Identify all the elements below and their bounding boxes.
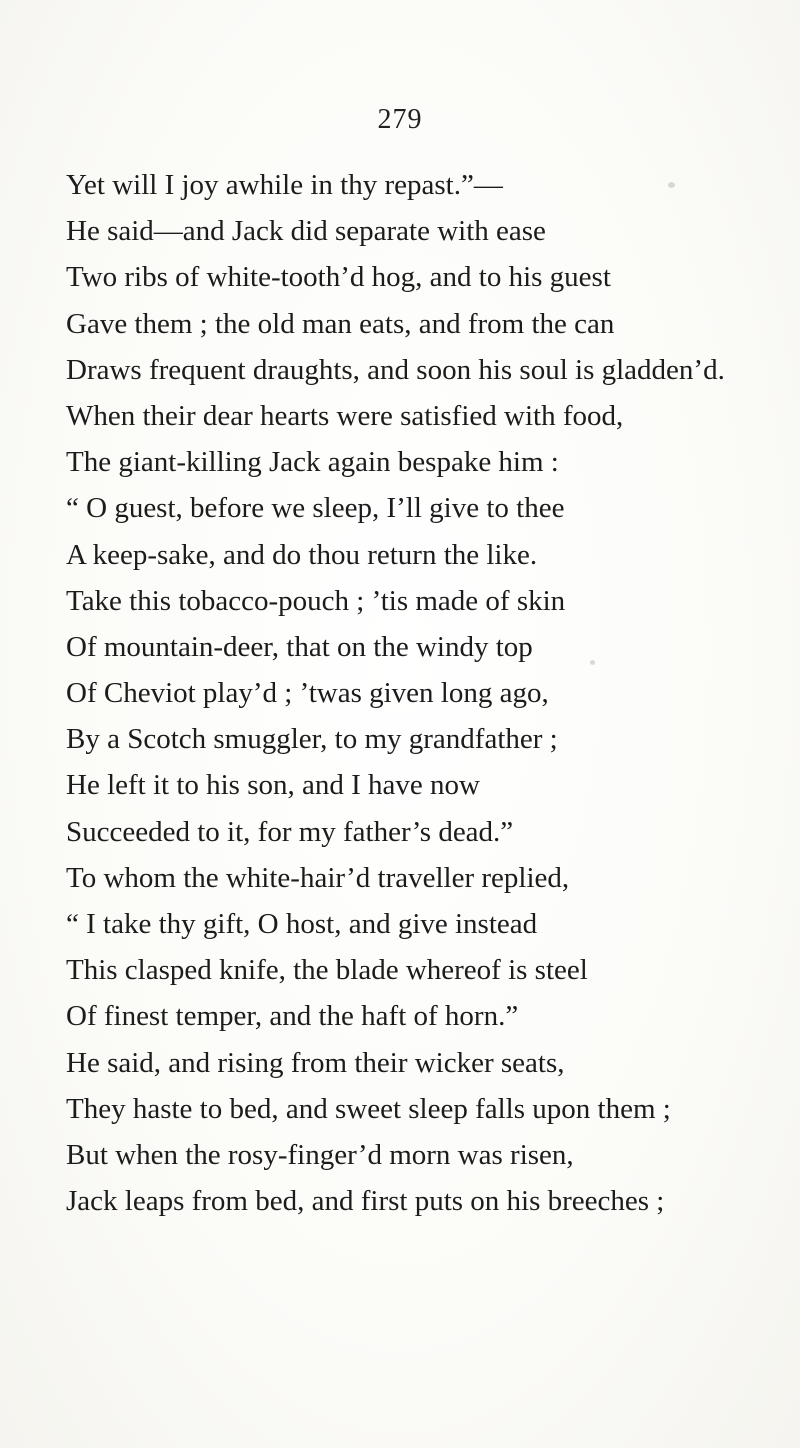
poem-line: This clasped knife, the blade whereof is steel (66, 954, 588, 987)
poem-line: Jack leaps from bed, and first puts on his breeches ; (66, 1185, 665, 1218)
poem-line: They haste to bed, and sweet sleep falls upon them ; (66, 1092, 671, 1125)
poem-line: The giant-killing Jack again bespake him : (66, 446, 559, 479)
poem-line: He left it to his son, and I have now (66, 769, 480, 802)
poem-line: By a Scotch smuggler, to my grandfather ; (66, 723, 558, 756)
poem-line: A keep-sake, and do thou return the like. (66, 538, 538, 571)
poem-line: He said, and rising from their wicker seats, (66, 1046, 565, 1079)
page-number: 279 (377, 104, 423, 135)
poem-line: Yet will I joy awhile in thy repast.”— (66, 169, 503, 201)
poem-line: Take this tobacco-pouch ; ’tis made of skin (66, 584, 566, 617)
poem-line: Of Cheviot play’d ; ’twas given long ago, (66, 677, 549, 710)
poem-line: Draws frequent draughts, and soon his soul is gladden’d. (66, 353, 725, 386)
poem-line: “ I take thy gift, O host, and give instead (66, 908, 538, 940)
poem-line: To whom the white-hair’d traveller replied, (66, 861, 570, 894)
poem-line: When their dear hearts were satisfied with food, (66, 399, 624, 432)
poem-line: He said—and Jack did separate with ease (66, 215, 546, 248)
poem-line: Two ribs of white-tooth’d hog, and to his guest (66, 261, 611, 294)
poem-line: Of mountain-deer, that on the windy top (66, 630, 533, 663)
poem-line: But when the rosy-finger’d morn was risen, (66, 1138, 574, 1171)
poem-line: Succeeded to it, for my father’s dead.” (66, 815, 514, 848)
poem-text (66, 162, 766, 1224)
poem-line: “ O guest, before we sleep, I’ll give to thee (66, 492, 565, 525)
poem-line: Gave them ; the old man eats, and from the can (66, 307, 615, 340)
poem-line: Of finest temper, and the haft of horn.” (66, 1000, 519, 1033)
